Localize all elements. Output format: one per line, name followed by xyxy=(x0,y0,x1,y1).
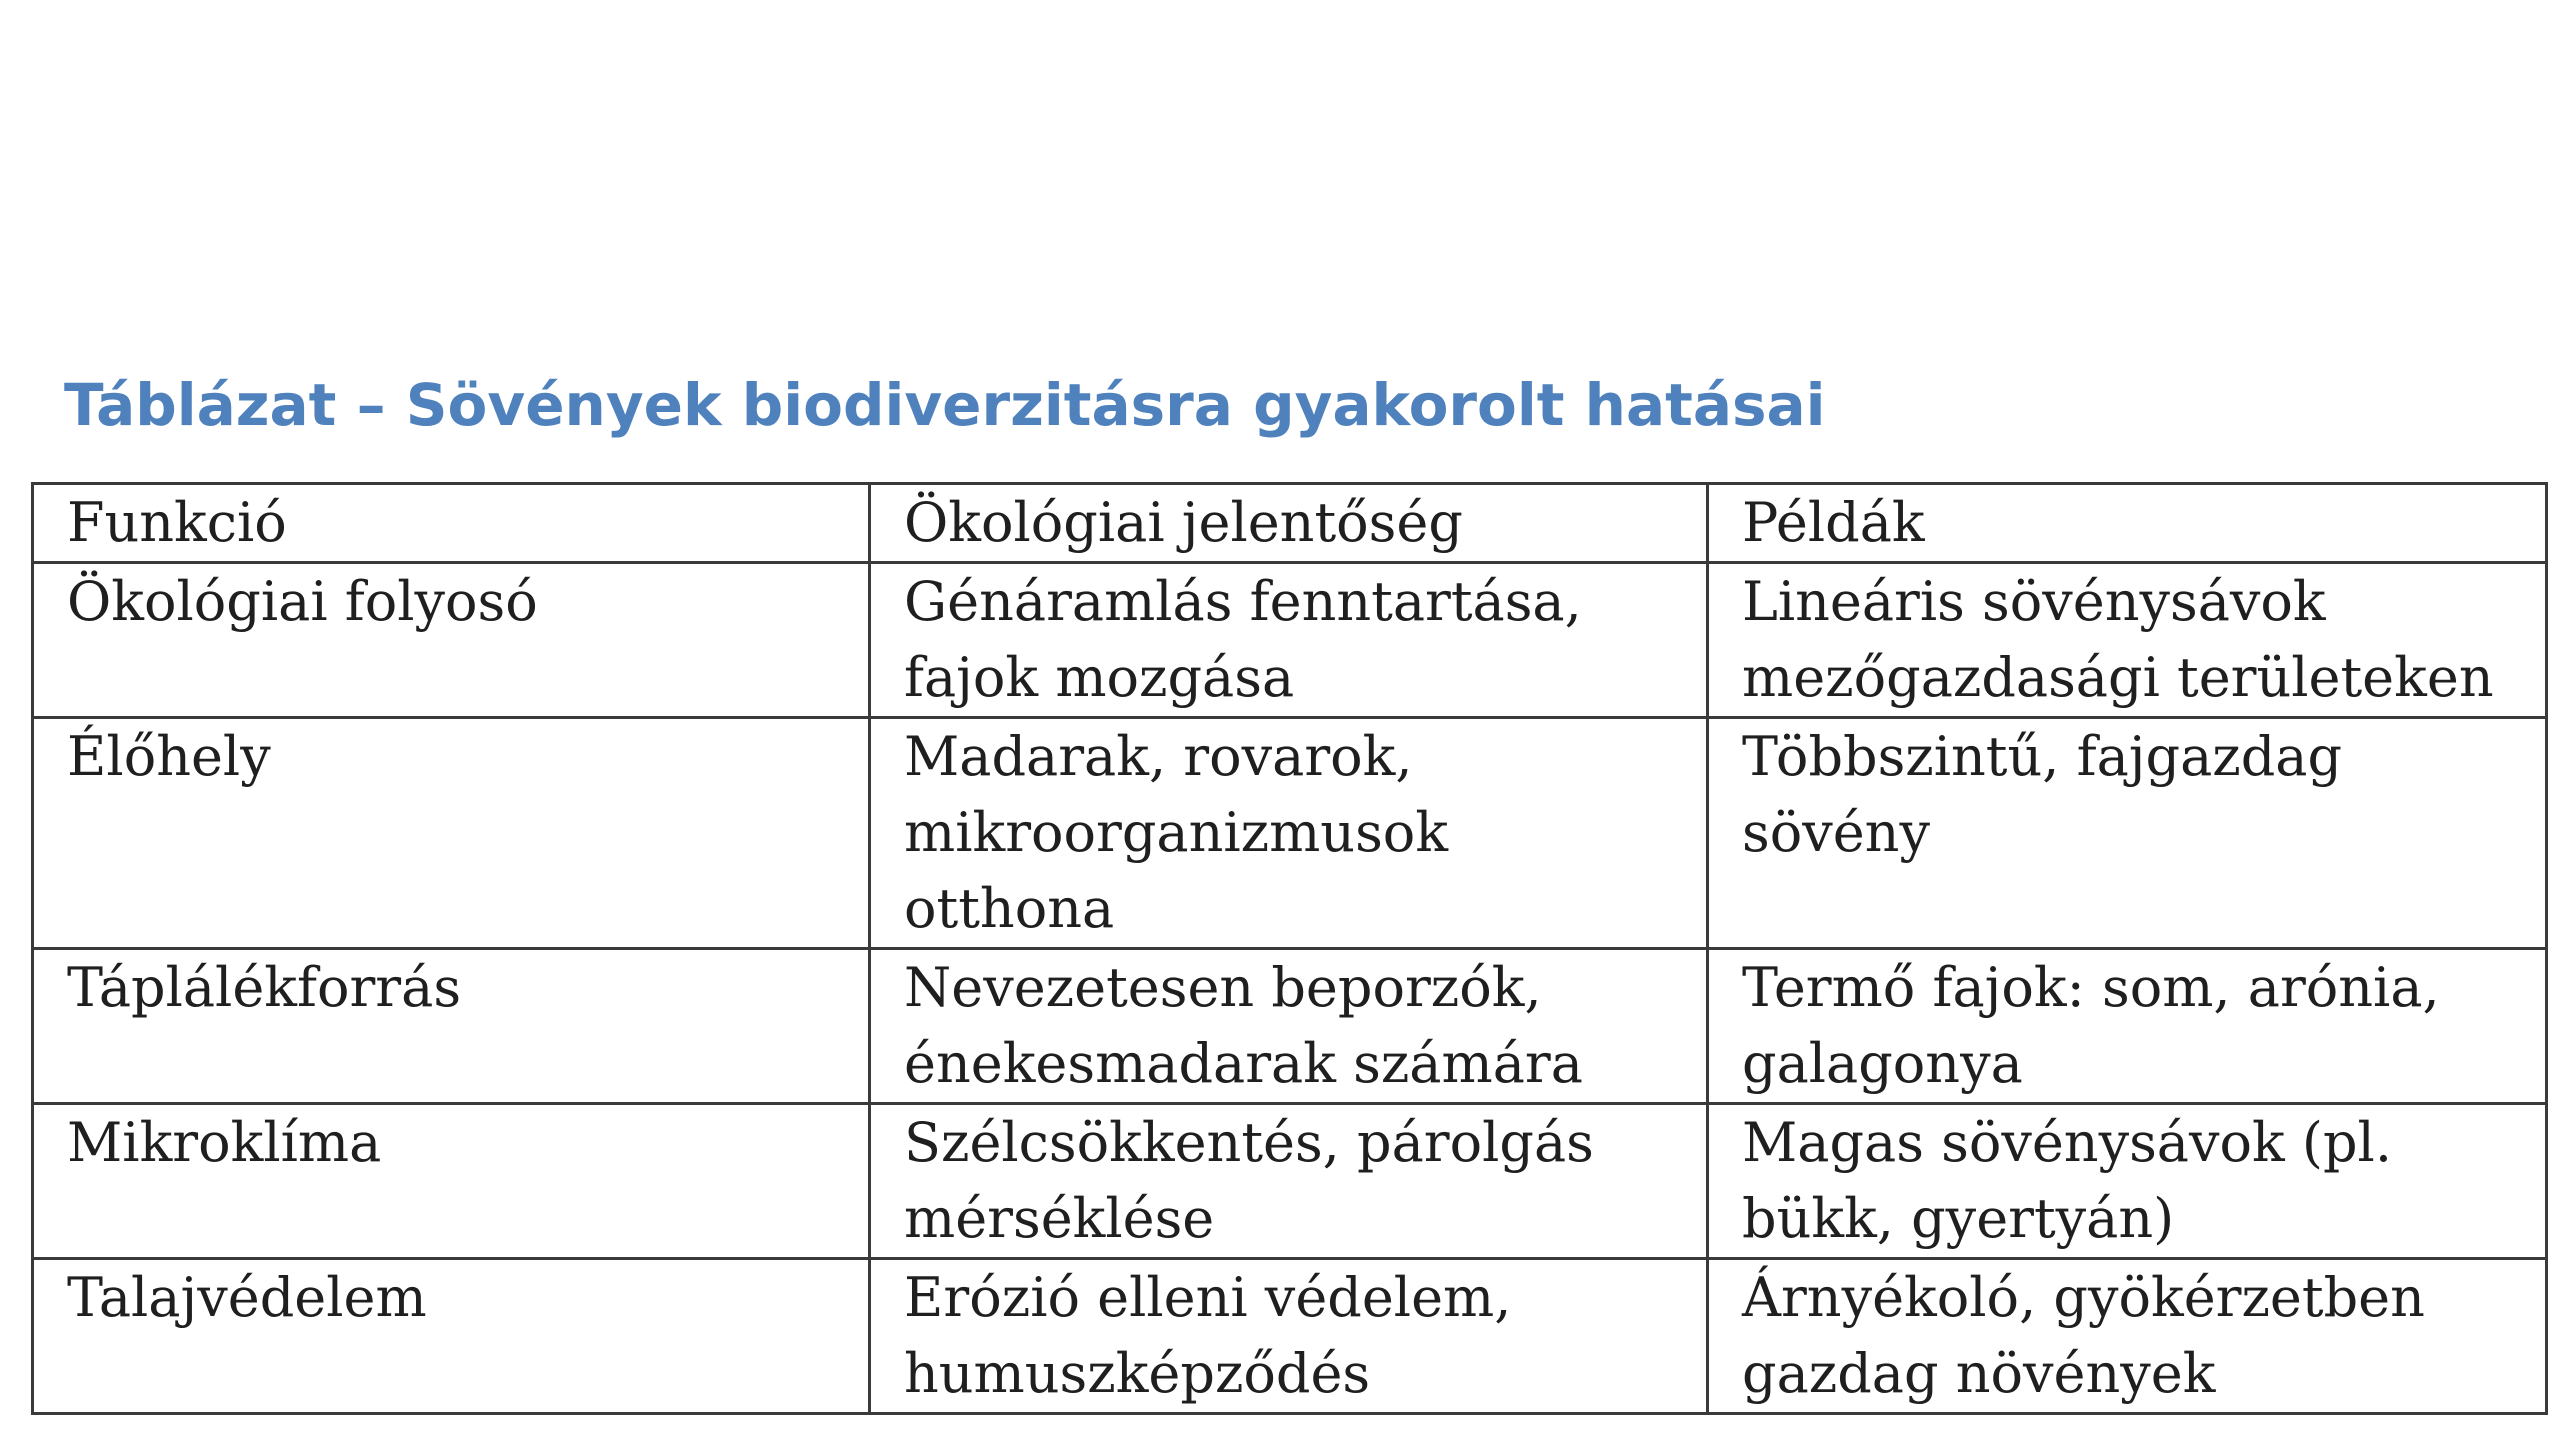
header-okologiai-jelentoseg: Ökológiai jelentőség xyxy=(870,484,1708,563)
cell-text-line: sövény xyxy=(1742,801,1930,864)
table-row xyxy=(33,1259,2547,1414)
cell-text-line: Ökológiai folyosó xyxy=(67,570,538,633)
table-row xyxy=(33,949,2547,1104)
cell-text-line: fajok mozgása xyxy=(904,646,1295,709)
cell-text-line: bükk, gyertyán) xyxy=(1742,1187,2175,1250)
cell-text-line: Árnyékoló, gyökérzetben xyxy=(1742,1266,2425,1329)
cell-jelentoseg xyxy=(870,1259,1708,1414)
cell-text-line: énekesmadarak számára xyxy=(904,1032,1583,1095)
cell-text-line: galagonya xyxy=(1742,1032,2023,1095)
table-header-row xyxy=(33,484,2547,563)
cell-jelentoseg xyxy=(870,1104,1708,1259)
cell-text-line: Élőhely xyxy=(67,725,271,788)
cell-funkcio xyxy=(33,1259,870,1414)
cell-jelentoseg xyxy=(870,718,1708,949)
cell-text-line: otthona xyxy=(904,877,1115,940)
cell-text-line: Mikroklíma xyxy=(67,1111,382,1174)
cell-jelentoseg xyxy=(870,563,1708,718)
cell-peldak xyxy=(1708,1104,2547,1259)
cell-peldak xyxy=(1708,563,2547,718)
cell-funkcio xyxy=(33,949,870,1104)
cell-text-line: Magas sövénysávok (pl. xyxy=(1742,1111,2392,1174)
cell-text-line: Szélcsökkentés, párolgás xyxy=(904,1111,1594,1174)
cell-text-line: Talajvédelem xyxy=(67,1266,427,1329)
table-row xyxy=(33,718,2547,949)
cell-text-line: mezőgazdasági területeken xyxy=(1742,646,2494,709)
cell-funkcio xyxy=(33,1104,870,1259)
cell-text-line: mikroorganizmusok xyxy=(904,801,1449,864)
cell-text-line: Nevezetesen beporzók, xyxy=(904,956,1542,1019)
hedge-biodiversity-table xyxy=(31,482,2548,1415)
cell-peldak xyxy=(1708,718,2547,949)
cell-text-line: humuszképződés xyxy=(904,1342,1371,1405)
header-peldak: Példák xyxy=(1708,484,2547,563)
cell-text-line: gazdag növények xyxy=(1742,1342,2216,1405)
cell-text-line: Többszintű, fajgazdag xyxy=(1742,725,2343,788)
cell-text-line: Lineáris sövénysávok xyxy=(1742,570,2326,633)
cell-text-line: Génáramlás fenntartása, xyxy=(904,570,1582,633)
cell-text-line: mérséklése xyxy=(904,1187,1215,1250)
table-row xyxy=(33,1104,2547,1259)
cell-text-line: Madarak, rovarok, xyxy=(904,725,1413,788)
cell-peldak xyxy=(1708,949,2547,1104)
cell-text-line: Táplálékforrás xyxy=(67,956,462,1019)
cell-jelentoseg xyxy=(870,949,1708,1104)
cell-peldak xyxy=(1708,1259,2547,1414)
cell-funkcio xyxy=(33,563,870,718)
cell-funkcio xyxy=(33,718,870,949)
table-caption: Táblázat – Sövények biodiverzitásra gyakorolt hatásai xyxy=(64,371,1826,439)
cell-text-line: Termő fajok: som, arónia, xyxy=(1742,956,2440,1019)
header-funkcio: Funkció xyxy=(33,484,870,563)
cell-text-line: Erózió elleni védelem, xyxy=(904,1266,1512,1329)
table-row xyxy=(33,563,2547,718)
